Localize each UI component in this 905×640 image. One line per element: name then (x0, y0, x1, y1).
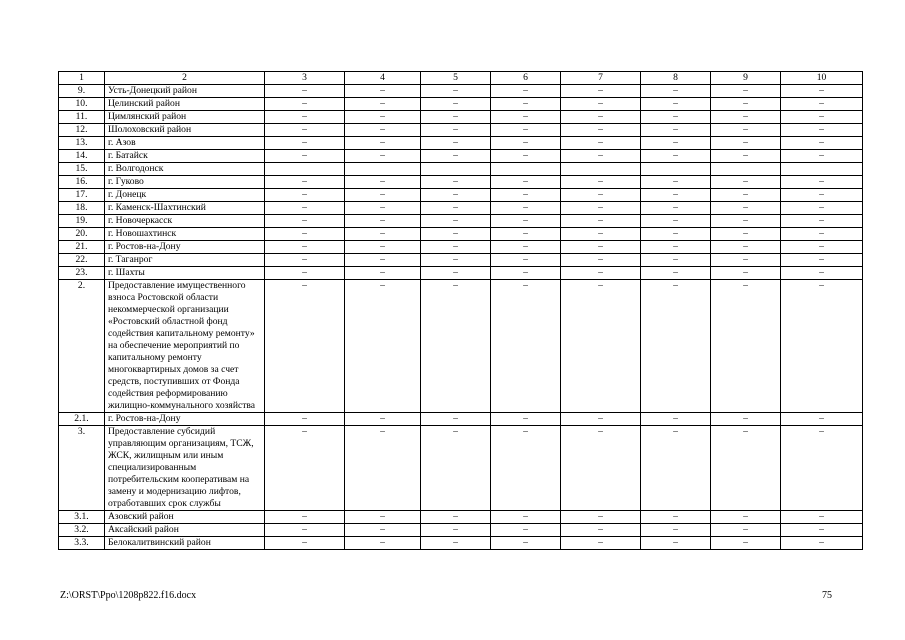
value-cell: – (641, 413, 711, 426)
value-cell: – (265, 267, 345, 280)
table-row (59, 98, 863, 111)
footer-file-path: Z:\ORST\Ppo\1208p822.f16.docx (60, 590, 197, 601)
value-cell: – (345, 189, 421, 202)
header-cell: 6 (491, 72, 561, 85)
row-number: 10. (59, 98, 105, 111)
value-cell: – (641, 426, 711, 511)
row-number: 21. (59, 241, 105, 254)
value-cell: – (421, 215, 491, 228)
value-cell: – (265, 202, 345, 215)
value-cell: – (345, 280, 421, 413)
table-row (59, 280, 863, 413)
value-cell: – (345, 85, 421, 98)
value-cell: – (491, 215, 561, 228)
table-row (59, 176, 863, 189)
value-cell: – (711, 124, 781, 137)
row-number: 15. (59, 163, 105, 176)
value-cell: – (711, 524, 781, 537)
value-cell: – (711, 267, 781, 280)
value-cell: – (711, 215, 781, 228)
value-cell: – (711, 85, 781, 98)
value-cell: – (781, 176, 863, 189)
header-cell: 1 (59, 72, 105, 85)
value-cell: – (711, 413, 781, 426)
value-cell: – (491, 267, 561, 280)
row-number: 20. (59, 228, 105, 241)
row-name: г. Батайск (105, 150, 265, 163)
value-cell: – (641, 215, 711, 228)
value-cell: – (711, 202, 781, 215)
value-cell: – (491, 98, 561, 111)
value-cell: – (491, 413, 561, 426)
row-name: г. Шахты (105, 267, 265, 280)
value-cell: – (781, 137, 863, 150)
table-row (59, 254, 863, 267)
table-row (59, 267, 863, 280)
value-cell: – (421, 524, 491, 537)
row-name: г. Донецк (105, 189, 265, 202)
value-cell: – (711, 137, 781, 150)
table-row (59, 426, 863, 511)
row-number: 3.2. (59, 524, 105, 537)
table-row (59, 111, 863, 124)
value-cell (345, 163, 421, 176)
value-cell (641, 163, 711, 176)
data-table (58, 71, 863, 550)
value-cell: – (641, 98, 711, 111)
value-cell: – (265, 241, 345, 254)
value-cell: – (345, 426, 421, 511)
value-cell: – (345, 511, 421, 524)
table-row (59, 150, 863, 163)
header-cell: 3 (265, 72, 345, 85)
value-cell: – (421, 280, 491, 413)
value-cell: – (561, 150, 641, 163)
value-cell: – (421, 202, 491, 215)
row-number: 14. (59, 150, 105, 163)
value-cell: – (641, 241, 711, 254)
value-cell: – (781, 85, 863, 98)
row-number: 18. (59, 202, 105, 215)
row-name: Предоставление субсидий управляющим организациям, ТСЖ, ЖСК, жилищным или иным специализированным потребительским кооперативам на замену и модернизацию лифтов, отработавших срок службы (105, 426, 265, 511)
value-cell: – (711, 228, 781, 241)
value-cell (711, 163, 781, 176)
value-cell: – (781, 280, 863, 413)
value-cell: – (345, 202, 421, 215)
row-number: 3. (59, 426, 105, 511)
table-header (59, 72, 863, 85)
value-cell (561, 163, 641, 176)
value-cell: – (421, 511, 491, 524)
value-cell: – (491, 426, 561, 511)
row-number: 9. (59, 85, 105, 98)
value-cell: – (561, 241, 641, 254)
value-cell: – (491, 202, 561, 215)
value-cell: – (491, 124, 561, 137)
value-cell: – (265, 524, 345, 537)
value-cell: – (781, 202, 863, 215)
value-cell: – (265, 511, 345, 524)
value-cell: – (641, 254, 711, 267)
value-cell: – (421, 124, 491, 137)
value-cell: – (641, 137, 711, 150)
value-cell: – (641, 176, 711, 189)
row-name: Азовский район (105, 511, 265, 524)
table-row (59, 189, 863, 202)
row-name: Аксайский район (105, 524, 265, 537)
value-cell: – (561, 254, 641, 267)
value-cell: – (561, 137, 641, 150)
value-cell: – (491, 176, 561, 189)
row-name: г. Новочеркасск (105, 215, 265, 228)
row-name: Предоставление имущественного взноса Ростовской области некоммерческой организации «Ростовский областной фонд содействия капитальному ремонту» на обеспечение мероприятий по капитальному ремонту многоквартирных домов за счет средств, поступивших от Фонда содействия реформированию жилищно-коммунального хозяйства (105, 280, 265, 413)
value-cell: – (421, 176, 491, 189)
row-number: 17. (59, 189, 105, 202)
value-cell: – (641, 85, 711, 98)
value-cell: – (265, 189, 345, 202)
value-cell: – (711, 511, 781, 524)
value-cell: – (421, 111, 491, 124)
value-cell: – (561, 189, 641, 202)
row-name: г. Таганрог (105, 254, 265, 267)
value-cell: – (421, 150, 491, 163)
value-cell: – (561, 85, 641, 98)
value-cell: – (345, 537, 421, 550)
value-cell: – (641, 202, 711, 215)
value-cell: – (781, 524, 863, 537)
value-cell (491, 163, 561, 176)
row-name: Усть-Донецкий район (105, 85, 265, 98)
header-cell: 10 (781, 72, 863, 85)
value-cell: – (345, 413, 421, 426)
value-cell: – (781, 537, 863, 550)
value-cell: – (561, 124, 641, 137)
value-cell: – (641, 228, 711, 241)
value-cell: – (491, 511, 561, 524)
value-cell: – (641, 111, 711, 124)
row-number: 16. (59, 176, 105, 189)
value-cell: – (641, 537, 711, 550)
value-cell (265, 163, 345, 176)
value-cell: – (265, 426, 345, 511)
table-row (59, 228, 863, 241)
value-cell: – (265, 254, 345, 267)
table-row (59, 85, 863, 98)
value-cell: – (781, 111, 863, 124)
header-cell: 7 (561, 72, 641, 85)
value-cell (421, 163, 491, 176)
value-cell: – (641, 524, 711, 537)
value-cell: – (641, 280, 711, 413)
table-row (59, 137, 863, 150)
value-cell: – (711, 241, 781, 254)
value-cell: – (265, 280, 345, 413)
value-cell: – (641, 511, 711, 524)
table-row (59, 413, 863, 426)
value-cell: – (561, 215, 641, 228)
value-cell: – (561, 280, 641, 413)
value-cell: – (265, 150, 345, 163)
page-number: 75 (822, 590, 832, 601)
value-cell: – (345, 215, 421, 228)
row-number: 23. (59, 267, 105, 280)
value-cell: – (781, 241, 863, 254)
value-cell: – (561, 524, 641, 537)
value-cell: – (561, 426, 641, 511)
row-number: 11. (59, 111, 105, 124)
row-name: г. Азов (105, 137, 265, 150)
table-body (59, 85, 863, 550)
value-cell: – (265, 85, 345, 98)
value-cell: – (345, 524, 421, 537)
value-cell: – (561, 202, 641, 215)
row-name: Шолоховский район (105, 124, 265, 137)
value-cell: – (421, 537, 491, 550)
value-cell: – (711, 189, 781, 202)
value-cell: – (421, 267, 491, 280)
value-cell: – (345, 267, 421, 280)
value-cell: – (781, 124, 863, 137)
table-row (59, 202, 863, 215)
value-cell: – (421, 85, 491, 98)
row-name: г. Новошахтинск (105, 228, 265, 241)
value-cell: – (491, 137, 561, 150)
value-cell: – (265, 176, 345, 189)
row-number: 12. (59, 124, 105, 137)
value-cell: – (421, 413, 491, 426)
row-name: г. Каменск-Шахтинский (105, 202, 265, 215)
value-cell: – (781, 228, 863, 241)
value-cell: – (421, 241, 491, 254)
value-cell: – (781, 98, 863, 111)
value-cell: – (421, 137, 491, 150)
value-cell: – (265, 124, 345, 137)
row-name: Целинский район (105, 98, 265, 111)
value-cell: – (711, 111, 781, 124)
value-cell: – (345, 150, 421, 163)
value-cell: – (641, 150, 711, 163)
value-cell: – (345, 124, 421, 137)
value-cell: – (345, 98, 421, 111)
value-cell: – (561, 537, 641, 550)
header-cell: 8 (641, 72, 711, 85)
value-cell: – (491, 189, 561, 202)
row-number: 2.1. (59, 413, 105, 426)
value-cell: – (421, 426, 491, 511)
value-cell: – (491, 85, 561, 98)
value-cell: – (265, 98, 345, 111)
value-cell: – (265, 215, 345, 228)
value-cell: – (421, 228, 491, 241)
value-cell: – (561, 228, 641, 241)
value-cell: – (781, 426, 863, 511)
value-cell: – (491, 524, 561, 537)
value-cell: – (711, 426, 781, 511)
value-cell: – (781, 150, 863, 163)
row-name: г. Волгодонск (105, 163, 265, 176)
value-cell: – (265, 228, 345, 241)
row-number: 3.1. (59, 511, 105, 524)
value-cell: – (421, 98, 491, 111)
value-cell: – (781, 267, 863, 280)
value-cell: – (491, 537, 561, 550)
value-cell: – (265, 111, 345, 124)
value-cell: – (711, 280, 781, 413)
value-cell: – (491, 254, 561, 267)
row-name: г. Ростов-на-Дону (105, 413, 265, 426)
value-cell: – (641, 189, 711, 202)
value-cell: – (345, 176, 421, 189)
header-cell: 2 (105, 72, 265, 85)
value-cell: – (711, 98, 781, 111)
value-cell: – (781, 215, 863, 228)
value-cell: – (711, 537, 781, 550)
value-cell: – (345, 137, 421, 150)
value-cell: – (781, 189, 863, 202)
header-row (59, 72, 863, 85)
table-row (59, 215, 863, 228)
value-cell: – (781, 511, 863, 524)
row-name: Белокалитвинский район (105, 537, 265, 550)
table-row (59, 537, 863, 550)
value-cell: – (781, 413, 863, 426)
row-name: Цимлянский район (105, 111, 265, 124)
row-number: 13. (59, 137, 105, 150)
value-cell: – (265, 137, 345, 150)
value-cell: – (561, 413, 641, 426)
row-number: 2. (59, 280, 105, 413)
value-cell: – (491, 111, 561, 124)
value-cell: – (421, 254, 491, 267)
value-cell: – (641, 267, 711, 280)
row-number: 3.3. (59, 537, 105, 550)
header-cell: 9 (711, 72, 781, 85)
value-cell: – (711, 176, 781, 189)
row-name: г. Ростов-на-Дону (105, 241, 265, 254)
table-row (59, 163, 863, 176)
value-cell: – (561, 511, 641, 524)
value-cell: – (711, 150, 781, 163)
value-cell: – (345, 241, 421, 254)
value-cell: – (561, 111, 641, 124)
header-cell: 5 (421, 72, 491, 85)
table-row (59, 511, 863, 524)
value-cell: – (491, 241, 561, 254)
value-cell: – (265, 413, 345, 426)
value-cell: – (345, 111, 421, 124)
value-cell: – (781, 254, 863, 267)
header-cell: 4 (345, 72, 421, 85)
value-cell: – (711, 254, 781, 267)
row-name: г. Гуково (105, 176, 265, 189)
value-cell: – (641, 124, 711, 137)
value-cell: – (561, 176, 641, 189)
table-row (59, 241, 863, 254)
value-cell: – (345, 228, 421, 241)
value-cell: – (491, 228, 561, 241)
table-row (59, 124, 863, 137)
value-cell: – (491, 280, 561, 413)
table-row (59, 524, 863, 537)
value-cell (781, 163, 863, 176)
value-cell: – (265, 537, 345, 550)
value-cell: – (345, 254, 421, 267)
value-cell: – (491, 150, 561, 163)
value-cell: – (561, 98, 641, 111)
value-cell: – (421, 189, 491, 202)
row-number: 19. (59, 215, 105, 228)
row-number: 22. (59, 254, 105, 267)
value-cell: – (561, 267, 641, 280)
